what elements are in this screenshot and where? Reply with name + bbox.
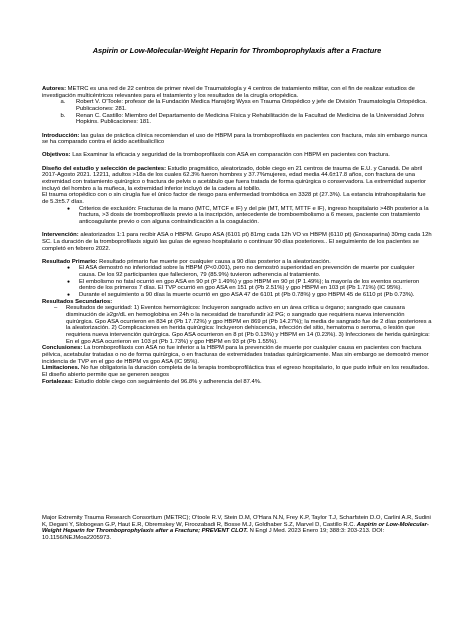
primary-result-list	[42, 265, 432, 298]
objectives-text: Las Examinar la eficacia y seguridad de la tromboprofilaxis con ASA en comparación con HBPM en pacientes con fractura.	[70, 152, 390, 159]
list-item: ● Criterios de exclusión: Fracturas de la mano (MTC, MTCF e IF) y del pie (MT, MTT, MTTF e IF), ingreso hospitalario >48h posterior a la fractura, >3 dosis de tromboprofilaxis previo a la inscripción, antecedente de tromboembolismo a 6 meses, paciente con tratamiento anticoagulante previo o con alguna contraindicación a la coagulación.	[67, 206, 432, 226]
introduction-text: las guías de práctica clínica recomiendan el uso de HBPM para la tromboprofilaxis en pacientes con fractura, más sin embargo nunca se ha comparado contra el ácido acetilsalicílico	[42, 132, 428, 146]
conclusions-label: Conclusiones:	[42, 345, 83, 352]
list-item: ● El ASA demostró no inferioridad sobre la HBPM (P<0.001), pero no demostró superioridad en prevención de muerte por cualquier causa. De los 92 participantes que fallecieron, 79 (85.9%) tuvieron adherencia al tratamiento.	[67, 265, 432, 278]
primary-result-text: Resultado primario fue muerte por cualquier causa a 90 días posterior a la aleatorización.	[97, 258, 331, 265]
design-risk-text: El trauma ortopédico con o sin cirugía fue el único factor de riesgo para enfermedad trombótica en 3328 pt (27.3%). La estancia intrahospitalaria fue de 5.3±5.7 días.	[42, 192, 426, 205]
limitations-text: No fue obligatoria la duración completa de la terapia tromboprofiláctica tras el egreso hospitalario, lo que pudo influir en los resultados. El diseño abierto permite que se generen sesgos	[42, 365, 430, 378]
limitations-paragraph	[42, 365, 432, 378]
authors-list	[42, 99, 432, 126]
secondary-results-list	[42, 305, 432, 345]
authors-paragraph	[42, 86, 432, 99]
author-item: a. Robert V. O'Toole: profesor de la Fundación Medica Hansjörg Wyss en Trauma Ortopédico y jefe de División Traumatología Ortopédica. Publicaciones: 281.	[67, 99, 432, 112]
introduction-label: Introducción:	[42, 132, 80, 139]
reference-authors: Major Extremity Trauma Research Consortium (METRC); O'toole R.V, Stein D.M, O'Hara N.N, Frey K.P, Taylor T.J, Scharfstein D.O, Carlini A.R, Sudini K, Degani Y, Slobogean G.P, Haut E.R, Obremskey W, Firoozabadi R, Bosse M.J, Goldhaber S.Z, Marvel D, Castillo R.C.	[42, 515, 431, 528]
primary-result-label: Resultado Primario:	[42, 258, 98, 265]
limitations-label: Limitaciones.	[42, 365, 80, 372]
exclusion-list	[42, 206, 432, 226]
conclusions-text: La tromboprofilaxis con ASA no fue inferior a la HBPM para la prevención de muerte por cualquier causa en pacientes con fractura pélvica, acetabular tratadas o no de forma quirúrgica, o en fracturas de extremidades tratadas quirúrgicamente. Mas sin embargo se demostró menor incidencia de TVP en el gpo de HBPM vs gpo ASA (IC 95%).	[42, 345, 429, 365]
authors-text: METRC es una red de 22 centros de primer nivel de Traumatología y 4 centros de tratamiento militar, con el fin de realizar estudios de investigación multicéntricos relevantes para el tratamiento y los resultados de la cirugía ortopédica.	[42, 86, 415, 99]
list-item: – Resultados de seguridad: 1) Eventos hemorrágicos: Incluyeron sangrado activo en un área crítica u órgano; sangrado que causara disminución de ≥2gr/dL en hemoglobina en 24h o la necesidad de transfundir ≥2 PG; o sangrado que requiriera nueva intervención quirúrgica. Gpo ASA ocurrieron en 834 pt (Pb 17.72%) y gpo HBPM en 869 pt (Pb 14.27%); la media de sangrado fue de 2 días posteriores a la aleatorización. 2) Complicaciones en herida quirúrgica: Incluyeron dehiscencia, infección del sitio, hematoma o seroma, o lesión que requiriera nueva intervención quirúrgica. Gpo ASA ocurrieron en 8 pt (Pb 0.13%) y HBPM en 14 (0.23%). 3) Infecciones de herida quirúrgica: En el gpo ASA ocurrieron en 103 pt (Pb 1.73%) y gpo HBPM en 93 pt (Pb 1.55%).	[54, 305, 432, 345]
reference-source: N Engl J Med. 2023 Enero 19; 388:3: 203-213. DOI: 10.1156/NEJMoa2205973.	[42, 528, 385, 541]
secondary-results-heading	[42, 299, 432, 306]
secondary-results-label: Resultados Secundarios:	[42, 298, 113, 305]
strengths-paragraph	[42, 379, 432, 386]
document-title: Aspirin or Low-Molecular-Weight Heparin for Thromboprophylaxis after a Fracture	[92, 46, 382, 55]
objectives-paragraph	[42, 152, 432, 159]
objectives-label: Objetivos:	[42, 152, 71, 159]
authors-label: Autores:	[42, 86, 67, 92]
reference-citation	[42, 515, 432, 542]
design-label: Diseño del estudio y selección de pacientes:	[42, 165, 167, 172]
reference-title: Aspirin or Low-Molecular-Weight Heparin for Thromboprophylaxis after a Fracture; PREVENT CLOT.	[42, 521, 429, 535]
intervention-label: Intervención:	[42, 232, 79, 239]
list-item: ● Durante el seguimiento a 90 días la muerte ocurrió en gpo ASA 47 de 6101 pt (Pb 0.78%) y gpo HBPM 45 de 6110 pt (Pb 0.73%).	[67, 292, 432, 299]
strengths-text: Estudio doble ciego con seguimiento del 96.8% y adherencia del 87.4%.	[72, 378, 262, 385]
design-text: Estudio pragmático, aleatorizado, doble ciego en 21 centros de trauma de E.U. y Canadá. De abril 2017-Agosto 2021. 12211, adultos >18a de los cuales 62.3% fueron hombres y 37.7%mujeres, edad media 44.6±17.8 años, con fractura de una extremidad con tratamiento quirúrgico o fractura de pelvis o acetábulo que fuera tratada de forma quirúrgica o conservadora. La extremidad superior incluyó del hombro a la muñeca, la extremidad inferior incluyó de la cadera al tobillo.	[42, 165, 426, 192]
author-item: b. Renan C. Castillo: Miembro del Departamento de Medicina Física y Rehabilitación de la Facultad de Medicina de la Universidad Johns Hopkins. Publicaciones: 181.	[67, 113, 432, 126]
conclusions-paragraph	[42, 345, 432, 365]
intervention-text: aleatorizados 1:1 para recibir ASA o HBPM. Grupo ASA (6101 pt) 81mg cada 12h VO vs HBPM (6110 pt) (Enoxaparina) 30mg cada 12h SC. La duración de la tromboprofilaxis siguió las guías de egreso hospitalario o continuar 90 días posteriores.. El seguimiento de los pacientes se completó en febrero 2022.	[42, 232, 432, 252]
summary-body	[42, 86, 432, 385]
design-paragraph	[42, 166, 432, 193]
list-item: ● El embolismo no fatal ocurrió en gpo ASA en 90 pt (P 1.49%) y gpo HBPM en 90 pt (P 1.49%); la mayoría de los eventos ocurrieron dentro de los primeros 7 días. El TVP ocurrió en gpo ASA en 151 pt (Pb 2.51%) y gpo HBPM en 103 pt (Pb 1.71%) (IC 95%).	[67, 279, 432, 292]
strengths-label: Fortalezas:	[42, 378, 73, 385]
intervention-paragraph	[42, 232, 432, 252]
introduction-paragraph	[42, 133, 432, 146]
primary-result-paragraph	[42, 259, 432, 266]
